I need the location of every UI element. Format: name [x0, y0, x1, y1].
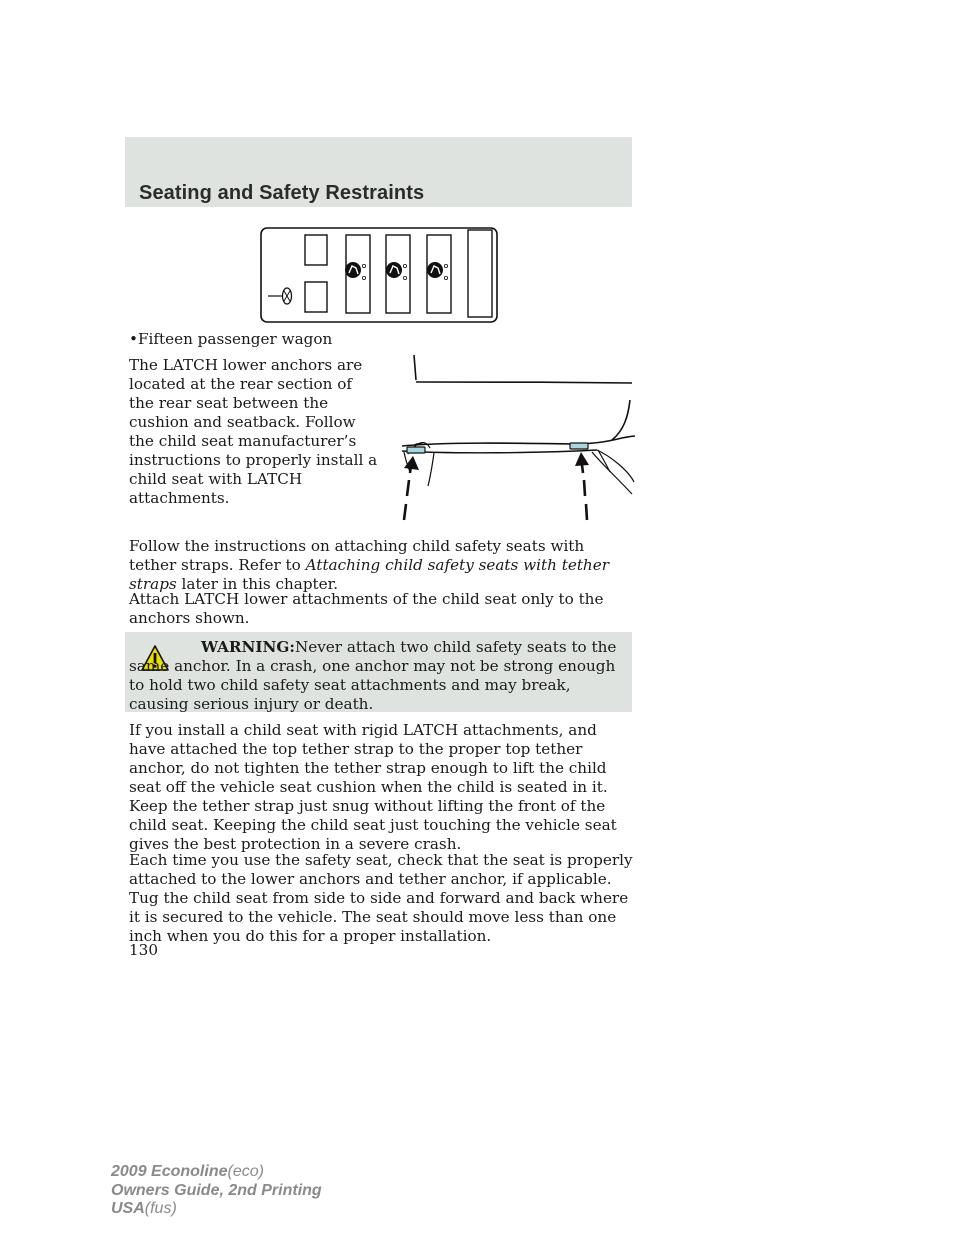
page-number: 130	[129, 941, 158, 959]
attach-paragraph: Attach LATCH lower attachments of the child seat only to the anchors shown.	[129, 590, 604, 627]
bullet-item	[129, 330, 332, 349]
tether-reference: Attaching child safety seats with tether straps	[129, 556, 609, 593]
warning-label: WARNING:	[201, 638, 295, 656]
footer	[111, 1163, 322, 1219]
footer-guide: Owners Guide, 2nd Printing	[111, 1181, 322, 1199]
footer-market-code: (fus)	[144, 1200, 177, 1217]
child-seat-icon	[345, 235, 370, 313]
tether-paragraph	[129, 537, 634, 594]
tether-text-after: later in this chapter.	[176, 575, 339, 593]
latch-anchor-arrow-icon	[575, 452, 589, 520]
footer-model: 2009 Econoline	[111, 1163, 228, 1180]
child-seat-icon	[386, 235, 410, 313]
warning-text	[129, 638, 629, 714]
rigid-latch-paragraph: If you install a child seat with rigid LATCH attachments, and have attached the top tether strap to the proper top tether anchor, do not tighten the tether strap enough to lift the child seat off the vehicle seat cushion when the child is seated in it. Keep the tether strap just snug without lifting the front of the child seat. Keeping the child seat just touching the vehicle seat gives the best protection in a severe crash.	[129, 721, 617, 853]
bullet-text: Fifteen passenger wagon	[137, 330, 333, 348]
section-title: Seating and Safety Restraints	[139, 182, 425, 204]
latch-anchor-arrow-icon	[404, 456, 419, 520]
tether-text-before: Follow the instructions on attaching child safety seats with tether straps. Refer to	[129, 537, 585, 574]
warning-box	[125, 632, 632, 712]
seating-diagram	[255, 226, 505, 324]
footer-model-code: (eco)	[227, 1163, 264, 1180]
check-installation-paragraph: Each time you use the safety seat, check that the seat is properly attached to the lower anchors and tether anchor, if applicable. Tug the child seat from side to side and forward and back where it is secured to the vehicle. The seat should move less than one inch when you do this for a proper installation.	[129, 851, 633, 945]
bullet-marker: •	[129, 330, 138, 348]
footer-market: USA	[111, 1200, 145, 1217]
latch-anchor-paragraph: The LATCH lower anchors are located at the rear section of the rear seat between the cushion and seatback. Follow the child seat manufacturer’s instructions to properly install a child seat with LATCH attachments.	[129, 356, 378, 507]
child-seat-icon	[427, 235, 451, 313]
latch-anchor-diagram	[392, 352, 636, 524]
section-header-band	[125, 137, 632, 207]
warning-body: Never attach two child safety seats to the same anchor. In a crash, one anchor may not be strong enough to hold two child safety seat attachments and may break, causing serious injury or death.	[129, 638, 617, 713]
